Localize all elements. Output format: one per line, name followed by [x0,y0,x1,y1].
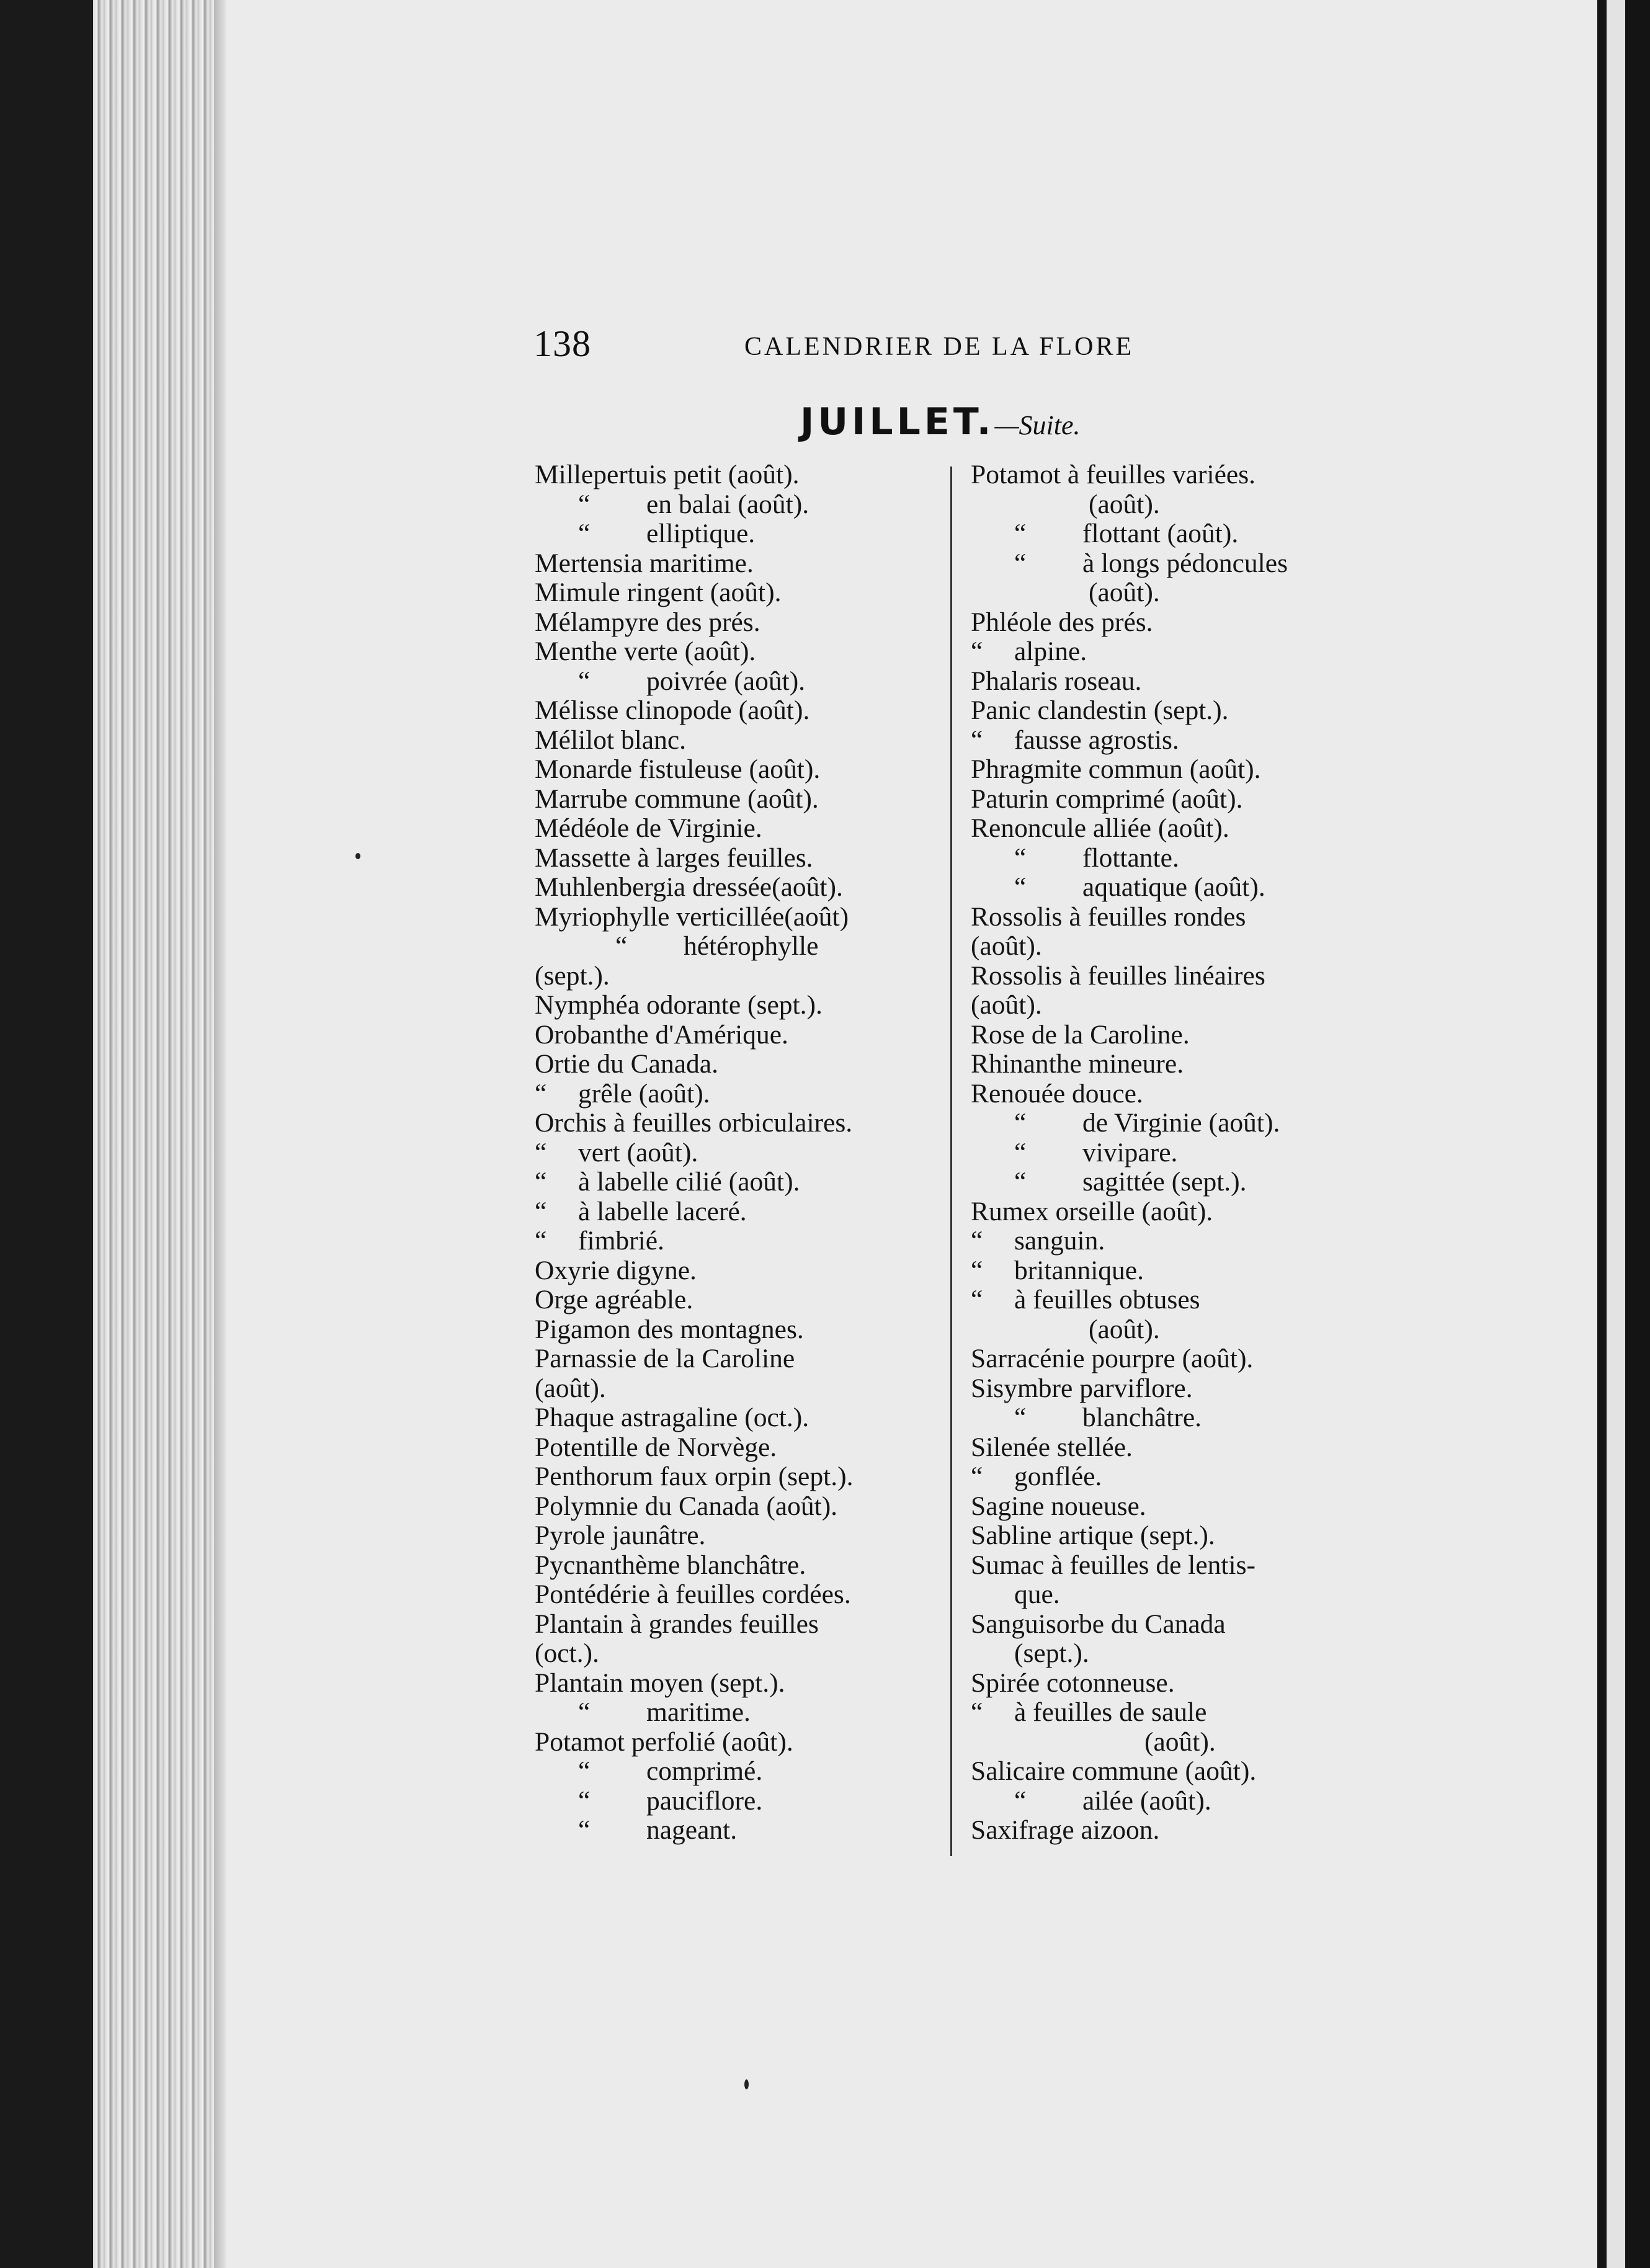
entry-text: Plantain moyen (sept.). [535,1668,785,1698]
entry-line [971,962,1380,991]
entry-text: Renouée douce. [971,1078,1143,1109]
entry-line [535,991,944,1020]
entry-text: alpine. [1014,636,1087,666]
entry-text: Silenée stellée. [971,1432,1133,1462]
entry-text: Potamot perfolié (août). [535,1726,793,1757]
entry-text: Ortie du Canada. [535,1049,718,1079]
entry-text: Rossolis à feuilles rondes [971,901,1246,932]
entry-text: Médéole de Virginie. [535,813,762,843]
entry-line [971,726,1380,756]
entry-text: Penthorum faux orpin (sept.). [535,1462,854,1491]
entry-text: fimbrié. [578,1226,664,1256]
entry-text: pauciflore. [646,1785,763,1816]
entry-line [535,1403,944,1433]
entry-text: Rossolis à feuilles linéaires [971,960,1265,991]
entry-text: ailée (août). [1082,1785,1211,1816]
entry-line [971,1079,1380,1109]
entry-line [535,1610,944,1640]
entry-line [535,755,944,785]
entry-text: Nymphéa odorante (sept.). [535,990,823,1020]
entry-line [535,549,944,579]
entry-line [971,1197,1380,1227]
entry-line [971,519,1380,549]
entry-text: Potamot à feuilles variées. [971,460,1256,489]
ditto-mark: “ [1014,1403,1027,1432]
entry-line [535,1433,944,1463]
entry-line [971,1285,1380,1315]
entry-text: Orobanthe d'Amérique. [535,1019,788,1050]
entry-text: (sept.). [535,960,610,991]
entry-text: Phaque astragaline (oct.). [535,1403,809,1432]
entry-line [535,1344,944,1374]
entry-line [535,1285,944,1315]
ditto-mark: “ [535,1196,547,1226]
ditto-mark: “ [971,725,983,755]
entry-text: à labelle cilié (août). [578,1167,800,1197]
entry-text: vert (août). [578,1137,698,1167]
entry-text: (août). [1144,1726,1216,1757]
entry-text: Phragmite commun (août). [971,754,1261,784]
entry-text: (août). [1089,1314,1160,1344]
entry-line [535,1551,944,1581]
entry-line [971,1639,1380,1669]
entry-text: Pontédérie à feuilles cordées. [535,1579,851,1609]
entry-line [535,1197,944,1227]
entry-text: Pycnanthème blanchâtre. [535,1550,806,1580]
entry-line [535,637,944,667]
entry-text: Sabline artique (sept.). [971,1520,1215,1550]
entry-line [535,903,944,932]
ditto-mark: “ [971,1697,983,1727]
ditto-mark: “ [971,636,983,666]
entry-line [971,578,1380,608]
entry-line [535,1050,944,1079]
entry-text: Phléole des prés. [971,607,1153,637]
entry-text: Sisymbre parviflore. [971,1373,1193,1403]
entry-line [535,1079,944,1109]
entry-text: Marrube commune (août). [535,784,819,814]
entry-line [971,637,1380,667]
entry-line [971,1374,1380,1404]
entry-text: Mertensia maritime. [535,548,754,578]
entry-line [535,1492,944,1522]
entry-line [535,1167,944,1197]
entry-line [971,1462,1380,1492]
entry-text: que. [1014,1579,1060,1609]
ditto-mark: “ [578,519,591,548]
entry-text: Pyrole jaunâtre. [535,1520,706,1550]
entry-text: fausse agrostis. [1014,725,1179,755]
entry-line [971,873,1380,903]
entry-text: sagittée (sept.). [1082,1167,1247,1197]
entry-line [971,1551,1380,1581]
entry-text: comprimé. [646,1756,763,1786]
entry-text: Sanguisorbe du Canada [971,1609,1226,1639]
entry-line [535,962,944,991]
ditto-mark: “ [578,1756,591,1786]
entry-text: nageant. [646,1815,738,1845]
ditto-mark: “ [971,1285,983,1315]
entry-line [535,696,944,726]
entry-text: poivrée (août). [646,666,806,696]
entry-line [971,460,1380,490]
entry-line [971,1698,1380,1728]
ditto-mark: “ [535,1078,547,1109]
entry-text: Panic clandestin (sept.). [971,695,1229,725]
entry-text: vivipare. [1082,1137,1178,1167]
entry-text: Rose de la Caroline. [971,1019,1190,1050]
entry-line [971,903,1380,932]
entry-line [971,490,1380,520]
entry-line [535,1728,944,1757]
entry-text: Potentille de Norvège. [535,1432,777,1462]
entry-line [971,1433,1380,1463]
entry-text: Sarracénie pourpre (août). [971,1344,1254,1373]
entry-line [971,1315,1380,1345]
left-column [535,460,944,1846]
entry-line [971,696,1380,726]
entry-line [535,1639,944,1669]
entry-line [971,1138,1380,1168]
entry-line [971,1610,1380,1640]
entry-line [535,1462,944,1492]
entry-text: à feuilles de saule [1014,1697,1207,1727]
ditto-mark: “ [578,489,591,519]
entry-line [971,1728,1380,1757]
entry-text: Plantain à grandes feuilles [535,1609,819,1639]
entry-text: Paturin comprimé (août). [971,784,1243,814]
entry-text: (août). [971,931,1042,961]
entry-text: Renoncule alliée (août). [971,813,1229,843]
entry-line [971,608,1380,638]
ditto-mark: “ [1014,1167,1027,1197]
entry-text: Orge agréable. [535,1285,693,1315]
entry-text: Pigamon des montagnes. [535,1314,804,1344]
entry-line [535,1374,944,1404]
entry-line [535,667,944,697]
entry-text: Monarde fistuleuse (août). [535,754,821,784]
entry-text: hétérophylle [684,931,819,961]
entry-line [535,1109,944,1138]
entry-line [971,1050,1380,1079]
facing-page-edge [1607,0,1625,2268]
entry-line [535,1138,944,1168]
entry-text: Muhlenbergia dressée(août). [535,872,843,902]
entry-text: Sagine noueuse. [971,1491,1146,1521]
entry-line [535,519,944,549]
entry-text: Salicaire commune (août). [971,1756,1257,1786]
entry-line [535,578,944,608]
entry-text: Saxifrage aizoon. [971,1815,1160,1845]
entry-text: britannique. [1014,1255,1144,1285]
entry-line [535,844,944,873]
entry-text: Mélilot blanc. [535,725,687,755]
entry-line [535,460,944,490]
entry-line [535,1226,944,1256]
section-title [800,400,1081,444]
entry-line [971,844,1380,873]
entry-text: (sept.). [1014,1638,1089,1668]
entry-line [535,873,944,903]
ditto-mark: “ [1014,519,1027,548]
ditto-mark: “ [971,1226,983,1256]
entry-text: flottante. [1082,842,1179,873]
ditto-mark: “ [578,666,591,696]
entry-line [971,667,1380,697]
entry-text: Parnassie de la Caroline [535,1344,795,1373]
entry-text: à labelle laceré. [578,1196,747,1226]
entry-line [971,1226,1380,1256]
entry-text: (août). [1089,578,1160,607]
entry-text: gonflée. [1014,1462,1102,1491]
entry-text: elliptique. [646,519,756,548]
entry-line [535,1580,944,1610]
entry-line [535,1020,944,1050]
entry-line [971,1757,1380,1787]
entry-line [971,1403,1380,1433]
entry-line [535,490,944,520]
entry-line [971,1816,1380,1846]
entry-line [971,1492,1380,1522]
book-page-edges [93,0,226,2268]
ditto-mark: “ [535,1137,547,1167]
ditto-mark: “ [1014,548,1027,578]
entry-text: (août). [535,1373,606,1403]
entry-text: Rumex orseille (août). [971,1196,1213,1226]
entry-line [535,932,944,962]
entry-text: Polymnie du Canada (août). [535,1491,838,1521]
ditto-mark: “ [535,1167,547,1197]
entry-line [535,1256,944,1286]
entry-text: blanchâtre. [1082,1403,1202,1432]
entry-text: grêle (août). [578,1078,710,1109]
entry-line [535,814,944,844]
running-head: CALENDRIER DE LA FLORE [744,333,1135,361]
entry-text: Phalaris roseau. [971,666,1142,696]
ditto-mark: “ [1014,842,1027,873]
ditto-mark: “ [1014,1785,1027,1816]
entry-line [971,991,1380,1020]
ditto-mark: “ [971,1255,983,1285]
entry-text: sanguin. [1014,1226,1105,1256]
ditto-mark: “ [578,1815,591,1845]
entry-text: (oct.). [535,1638,599,1668]
entry-line [535,1787,944,1816]
entry-text: Orchis à feuilles orbiculaires. [535,1108,853,1138]
entry-line [535,1757,944,1787]
entry-text: (août). [1089,489,1160,519]
entry-line [535,608,944,638]
section-title-suffix: —Suite. [994,410,1081,440]
entry-line [971,785,1380,815]
entry-text: flottant (août). [1082,519,1239,548]
entry-text: Massette à larges feuilles. [535,842,813,873]
entry-text: Spirée cotonneuse. [971,1668,1175,1698]
entry-text: aquatique (août). [1082,872,1265,902]
entry-line [971,1787,1380,1816]
page-number: 138 [533,323,591,364]
entry-text: Oxyrie digyne. [535,1255,697,1285]
entry-text: Menthe verte (août). [535,636,756,666]
entry-text: à longs pédoncules [1082,548,1288,578]
entry-text: Mimule ringent (août). [535,578,782,607]
entry-line [971,1020,1380,1050]
entry-line [535,1698,944,1728]
entry-line [535,1315,944,1345]
entry-line [971,1344,1380,1374]
section-title-month: JUILLET. [800,400,995,444]
entry-text: Millepertuis petit (août). [535,460,800,489]
entry-line [535,1521,944,1551]
entry-line [971,1669,1380,1699]
entry-line [971,1580,1380,1610]
entry-text: maritime. [646,1697,751,1727]
entry-text: en balai (août). [646,489,809,519]
entry-line [971,1167,1380,1197]
entry-line [971,1521,1380,1551]
entry-text: Rhinanthe mineure. [971,1049,1184,1079]
entry-text: Mélisse clinopode (août). [535,695,810,725]
entry-line [535,726,944,756]
entry-line [971,1109,1380,1138]
right-column [971,460,1380,1846]
ditto-mark: “ [971,1462,983,1491]
ditto-mark: “ [578,1785,591,1816]
entry-line [535,785,944,815]
entry-line [535,1816,944,1846]
entry-line [971,1256,1380,1286]
entry-text: (août). [971,990,1042,1020]
ink-speck [355,853,360,859]
page-gutter-shadow [214,0,228,2268]
column-divider [950,467,952,1856]
entry-line [971,932,1380,962]
entry-line [971,814,1380,844]
entry-text: Myriophylle verticillée(août) [535,901,849,932]
entry-text: Sumac à feuilles de lentis- [971,1550,1256,1580]
entry-line [535,1669,944,1699]
ditto-mark: “ [578,1697,591,1727]
ditto-mark: “ [615,931,628,961]
entry-text: à feuilles obtuses [1014,1285,1200,1315]
entry-text: Mélampyre des prés. [535,607,760,637]
ink-speck [744,2079,749,2089]
entry-line [971,549,1380,579]
ditto-mark: “ [1014,1137,1027,1167]
ditto-mark: “ [1014,872,1027,902]
ditto-mark: “ [535,1226,547,1256]
ditto-mark: “ [1014,1108,1027,1138]
entry-text: de Virginie (août). [1082,1108,1280,1138]
entry-line [971,755,1380,785]
